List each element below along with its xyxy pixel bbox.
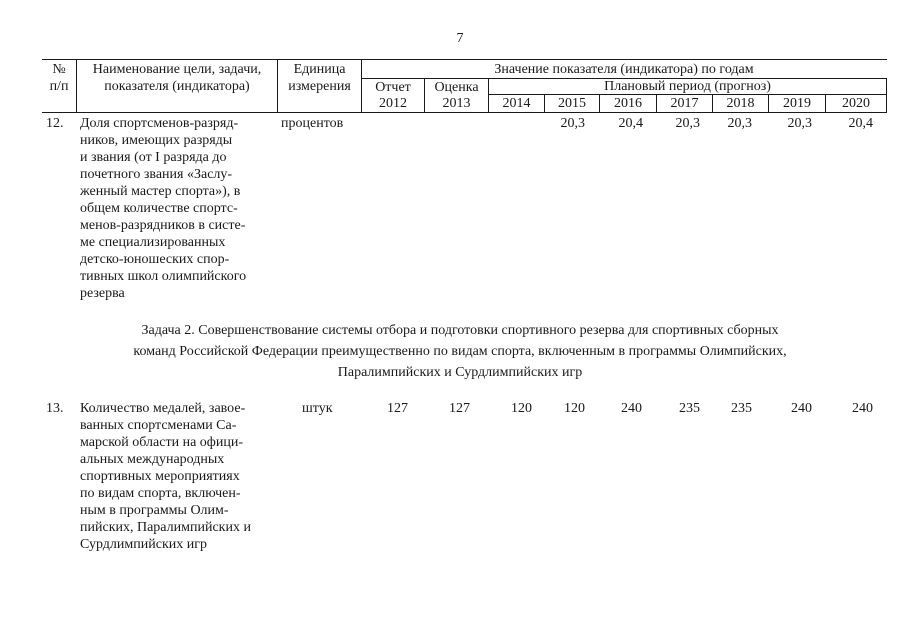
header-report-year: 2012 xyxy=(379,96,407,111)
header-report-label: Отчет xyxy=(375,80,411,95)
task-heading-line3: Паралимпийских и Сурдлимпийских игр xyxy=(337,365,583,380)
task-heading-line2: команд Российской Федерации преимущественно по видам спорта, включенным в программы Олимпийских, xyxy=(133,344,787,359)
row-value-2017: 20,3 xyxy=(675,116,700,131)
row-indicator-name: Доля спортсменов-разряд- ников, имеющих разряды и звания (от I разряда до почетного звания «Заслу- женный мастер спорта»), в общем количестве спортс- менов-разрядников в систе- ме специализированных детско-юношеских спор- тивных школ олимпийского резерва xyxy=(80,116,247,301)
header-num-line1: № xyxy=(52,62,66,77)
row-value-2019: 240 xyxy=(791,401,812,416)
task-heading xyxy=(60,320,860,383)
header-year-2015: 2015 xyxy=(558,96,586,111)
row-number: 13. xyxy=(46,401,64,416)
row-value-2019: 20,3 xyxy=(787,116,812,131)
header-unit-line2: измерения xyxy=(288,79,351,94)
row-value-2018: 20,3 xyxy=(727,116,752,131)
header-year-2019: 2019 xyxy=(783,96,811,111)
page-number: 7 xyxy=(456,31,464,46)
row-value-2016: 20,4 xyxy=(618,116,643,131)
row-value-2018: 235 xyxy=(731,401,752,416)
header-year-2017: 2017 xyxy=(670,96,699,111)
task-heading-line1: Задача 2. Совершенствование системы отбора и подготовки спортивного резерва для спортивных сборных xyxy=(141,323,779,338)
row-value-2020: 20,4 xyxy=(848,116,873,131)
row-value-2020: 240 xyxy=(852,401,873,416)
row-indicator-name: Количество медалей, завое- ванных спортсменами Са- марской области на офици- альных международных спортивных мероприятиях по видам спорта, включен- ным в программы Олим- пийских, Паралимпийских и Сурдлимпийских игр xyxy=(80,401,251,552)
row-number: 12. xyxy=(46,116,64,131)
header-estimate-label: Оценка xyxy=(434,80,479,95)
header-year-2016: 2016 xyxy=(614,96,642,111)
row-value-2015: 20,3 xyxy=(560,116,585,131)
header-name-line2: показателя (индикатора) xyxy=(104,79,250,94)
row-unit: процентов xyxy=(281,116,344,131)
header-estimate-year: 2013 xyxy=(442,96,471,111)
row-value-2014: 120 xyxy=(511,401,532,416)
header-unit-line1: Единица xyxy=(293,62,346,77)
header-name-line1: Наименование цели, задачи, xyxy=(92,62,262,77)
header-year-2018: 2018 xyxy=(726,96,755,111)
header-planned-label: Плановый период (прогноз) xyxy=(604,79,771,94)
row-value-2016: 240 xyxy=(621,401,642,416)
row-value-2015: 120 xyxy=(564,401,585,416)
header-values-title: Значение показателя (индикатора) по годам xyxy=(494,62,754,77)
header-year-2020: 2020 xyxy=(842,96,870,111)
row-unit: штук xyxy=(302,401,333,416)
header-year-2014: 2014 xyxy=(502,96,531,111)
row-value-2012: 127 xyxy=(387,401,408,416)
header-num-line2: п/п xyxy=(49,79,69,94)
row-value-2013: 127 xyxy=(449,401,470,416)
row-value-2017: 235 xyxy=(679,401,700,416)
